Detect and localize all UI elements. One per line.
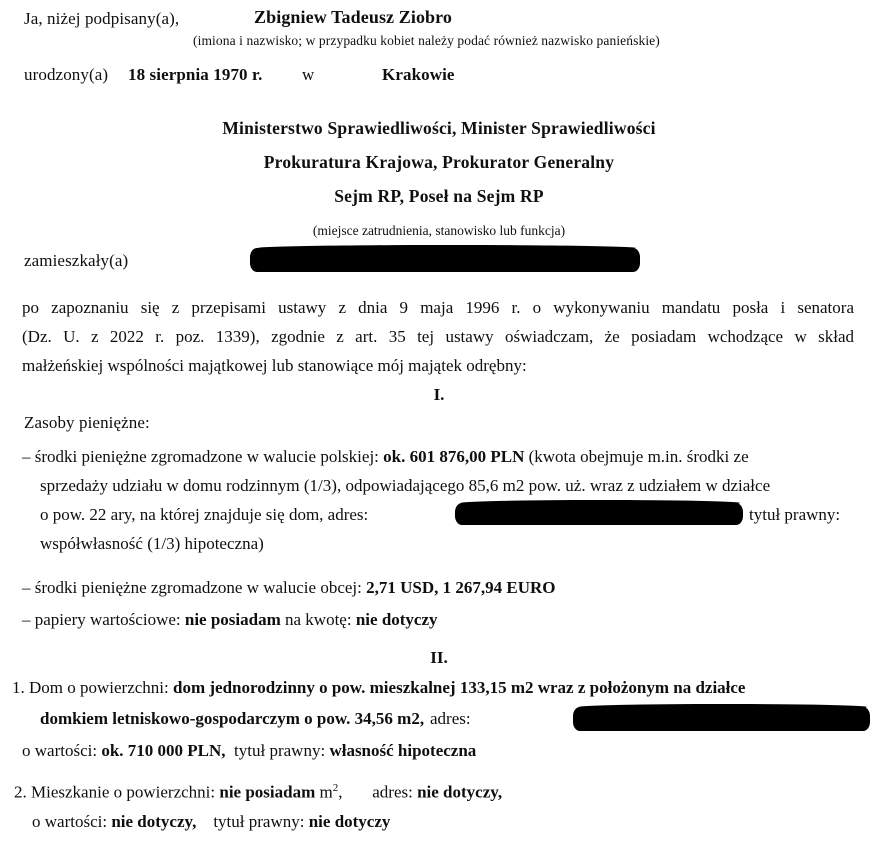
flat-title-value: nie dotyczy — [308, 812, 391, 831]
cash-pln-line-3-prefix — [40, 505, 368, 525]
flat-item-line-2 — [32, 812, 390, 832]
birth-label-text: urodzony(a) — [24, 65, 109, 84]
house-title-value: własność hipoteczna — [329, 741, 477, 760]
redaction-bar-house-address — [573, 707, 870, 731]
house-title-label: tytuł prawny: — [234, 741, 326, 760]
preamble-line-1-text: po zapoznaniu się z przepisami ustawy z dnia 9 maja 1996 r. o wykonywaniu mandatu posła i senatora — [22, 298, 854, 317]
birth-date-text: 18 sierpnia 1970 r. — [128, 65, 263, 84]
flat-value: nie dotyczy, — [111, 812, 197, 831]
cash-pln-line-3-suffix — [749, 505, 840, 525]
list-dash: – — [22, 447, 31, 466]
cash-pln-line-4 — [40, 534, 264, 554]
preamble-line-2 — [22, 322, 854, 351]
preamble-paragraph — [22, 293, 854, 380]
cash-pln-note-line-3-pre: o pow. 22 ary, na której znajduje się dom, adres: — [40, 505, 369, 524]
house-address-label — [430, 709, 471, 729]
flat-area-comma: , — [338, 782, 343, 802]
cash-pln-note-line-2: sprzedaży udziału w domu rodzinnym (1/3), odpowiadającego 85,6 m2 pow. uż. wraz z udziałem w działce — [40, 476, 771, 495]
birth-label — [24, 66, 108, 84]
house-value-label: o wartości: — [22, 741, 98, 760]
preamble-line-2-text: (Dz. U. z 2022 r. poz. 1339), zgodnie z art. 35 tej ustawy oświadczam, że posiadam wchodzące w skład — [22, 327, 854, 346]
flat-item-number: 2. — [14, 782, 27, 802]
flat-title-label: tytuł prawny: — [213, 812, 305, 831]
cash-pln-amount: ok. 601 876,00 PLN — [383, 447, 525, 466]
employment-line-3-text: Sejm RP, Poseł na Sejm RP — [334, 186, 544, 206]
employment-line-1 — [0, 118, 878, 139]
residence-label-text: zamieszkały(a) — [24, 251, 129, 270]
birth-place-text: Krakowie — [382, 65, 455, 84]
list-dash: – — [22, 578, 31, 597]
list-dash: – — [22, 610, 31, 629]
cash-pln-label: środki pieniężne zgromadzone w walucie polskiej: — [34, 447, 379, 466]
house-value: ok. 710 000 PLN, — [101, 741, 226, 760]
employment-line-1-text: Ministerstwo Sprawiedliwości, Minister Sprawiedliwości — [222, 118, 656, 138]
securities-value: nie posiadam — [184, 610, 281, 629]
house-item-line-3 — [22, 741, 476, 761]
redaction-bar-residence-address — [250, 248, 640, 272]
house-description-line-1: dom jednorodzinny o pow. mieszkalnej 133,15 m2 wraz z położonym na działce — [173, 678, 746, 697]
redaction-bar-plot-address — [455, 503, 743, 525]
section-two-numeral — [0, 648, 878, 668]
employment-caption — [0, 223, 878, 239]
signatory-intro-label — [24, 10, 179, 28]
securities-amount-label: na kwotę: — [285, 610, 352, 629]
birth-place — [382, 66, 455, 84]
cash-foreign-amount: 2,71 USD, 1 267,94 EURO — [366, 578, 556, 597]
section-one-title — [24, 414, 150, 432]
house-item-number: 1. — [12, 678, 25, 697]
residence-label — [24, 252, 128, 270]
employment-line-2-text: Prokuratura Krajowa, Prokurator Generalny — [263, 152, 615, 172]
flat-address-label: adres: — [372, 782, 413, 802]
flat-area-unit-exponent: 2 — [332, 782, 339, 794]
birth-date — [128, 66, 262, 84]
section-two-numeral-text: II. — [430, 648, 448, 667]
section-one-numeral-text: I. — [433, 385, 445, 404]
employment-caption-text: (miejsce zatrudnienia, stanowisko lub funkcja) — [312, 223, 566, 238]
flat-area-value: nie posiadam — [219, 782, 316, 802]
birth-place-preposition — [302, 66, 314, 84]
birth-place-preposition-text: w — [302, 65, 315, 84]
house-item-label: Dom o powierzchni: — [29, 678, 169, 697]
securities-line — [22, 610, 438, 630]
section-one-title-text: Zasoby pieniężne: — [24, 413, 150, 432]
cash-pln-note-line-3-post: tytuł prawny: — [749, 505, 841, 524]
house-description-line-2: domkiem letniskowo-gospodarczym o pow. 34,56 m2, — [40, 709, 425, 728]
flat-area-unit: m — [319, 782, 333, 802]
intro-label-text: Ja, niżej podpisany(a), — [24, 9, 180, 28]
section-one-numeral — [0, 385, 878, 405]
cash-foreign-line — [22, 578, 556, 598]
flat-address-value: nie dotyczy, — [417, 782, 503, 802]
preamble-line-3 — [22, 351, 854, 380]
signatory-full-name — [254, 8, 452, 27]
cash-pln-note-line-4: współwłasność (1/3) hipoteczna) — [40, 534, 264, 553]
cash-foreign-label: środki pieniężne zgromadzone w walucie obcej: — [34, 578, 362, 597]
house-item-line-2 — [40, 709, 424, 729]
employment-line-2 — [0, 152, 878, 173]
flat-item-label: Mieszkanie o powierzchni: — [31, 782, 216, 802]
name-field-caption — [193, 34, 660, 48]
cash-pln-line-2 — [40, 476, 770, 496]
flat-value-label: o wartości: — [32, 812, 108, 831]
house-address-label-text: adres: — [430, 709, 471, 728]
house-item-line-1 — [12, 678, 745, 698]
preamble-line-3-text: małżeńskiej wspólności majątkowej lub stanowiące mój majątek odrębny: — [22, 356, 527, 375]
preamble-line-1 — [22, 293, 854, 322]
full-name-text: Zbigniew Tadeusz Ziobro — [254, 7, 453, 27]
securities-amount-value: nie dotyczy — [355, 610, 438, 629]
flat-item-line-1 — [14, 782, 502, 803]
cash-pln-line-1 — [22, 447, 749, 467]
cash-pln-note-line-1: (kwota obejmuje m.in. środki ze — [528, 447, 749, 466]
employment-line-3 — [0, 186, 878, 207]
securities-label: papiery wartościowe: — [34, 610, 181, 629]
name-caption-text: (imiona i nazwisko; w przypadku kobiet należy podać również nazwisko panieńskie) — [193, 33, 660, 48]
